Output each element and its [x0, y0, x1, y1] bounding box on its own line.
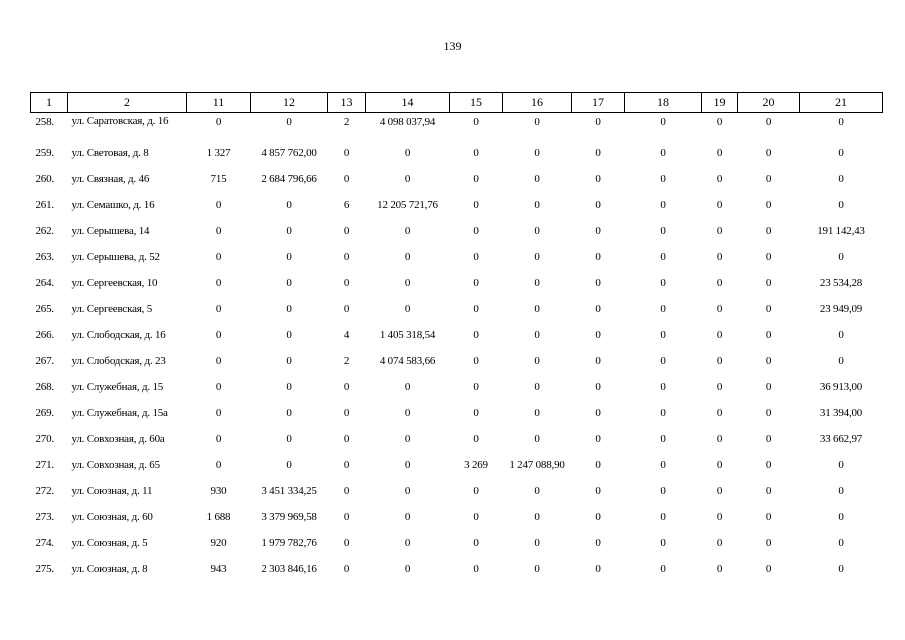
table-cell: 0	[343, 407, 350, 419]
table-cell: 0	[534, 199, 540, 211]
table-cell: 0	[660, 459, 666, 471]
table-cell: 0	[660, 407, 666, 419]
table-cell: 0	[343, 511, 350, 523]
address-cell: ул. Совхозная, д. 60а	[71, 433, 165, 445]
table-cell: 1 327	[206, 147, 231, 159]
table-row	[31, 426, 883, 452]
table-cell: 0	[660, 433, 666, 445]
table-row	[31, 296, 883, 322]
table-cell: 0	[404, 381, 411, 393]
table-cell: 0	[838, 251, 844, 263]
table-cell: 0	[404, 485, 411, 497]
table-cell: 0	[534, 116, 540, 128]
table-cell: 0	[215, 381, 222, 393]
table-cell: 0	[595, 407, 601, 419]
table-row	[31, 140, 883, 166]
table-cell: 2 303 846,16	[261, 563, 317, 575]
table-cell: 0	[286, 303, 292, 315]
table-cell: 23 534,28	[819, 277, 863, 289]
column-header: 16	[503, 93, 572, 113]
table-cell: 4 098 037,94	[379, 116, 436, 128]
table-cell: 0	[534, 433, 540, 445]
table-cell: 0	[765, 511, 772, 523]
table-cell: 0	[595, 199, 601, 211]
column-header: 12	[251, 93, 328, 113]
row-number: 263.	[35, 251, 54, 263]
table-cell: 0	[765, 433, 772, 445]
column-header: 14	[366, 93, 450, 113]
table-cell: 0	[215, 303, 222, 315]
table-cell: 0	[716, 329, 723, 341]
table-cell: 0	[286, 277, 292, 289]
table-cell: 0	[404, 563, 411, 575]
table-cell: 0	[286, 329, 292, 341]
table-cell: 2 684 796,66	[261, 173, 317, 185]
table-cell: 0	[595, 433, 601, 445]
table-cell: 0	[595, 147, 601, 159]
address-cell: ул. Сергеевская, 5	[71, 303, 153, 315]
address-cell: ул. Сергеевская, 10	[71, 277, 158, 289]
table-cell: 4 857 762,00	[261, 147, 317, 159]
table-cell: 0	[534, 277, 540, 289]
row-number: 266.	[35, 329, 54, 341]
table-cell: 0	[595, 251, 601, 263]
row-number: 264.	[35, 277, 54, 289]
table-row	[31, 452, 883, 478]
table-cell: 0	[765, 251, 772, 263]
address-cell: ул. Союзная, д. 11	[71, 485, 153, 497]
table-cell: 0	[473, 329, 479, 341]
table-cell: 0	[473, 511, 479, 523]
table-cell: 1 405 318,54	[379, 329, 436, 341]
column-header: 20	[738, 93, 800, 113]
table-cell: 0	[215, 355, 222, 367]
table-cell: 0	[473, 537, 479, 549]
table-cell: 0	[343, 563, 350, 575]
table-row	[31, 113, 883, 141]
table-cell: 4	[343, 329, 350, 341]
table-cell: 0	[716, 225, 723, 237]
table-cell: 0	[765, 173, 772, 185]
row-number: 272.	[35, 485, 54, 497]
table-row	[31, 192, 883, 218]
table-cell: 0	[595, 225, 601, 237]
column-header: 21	[800, 93, 883, 113]
table-cell: 0	[343, 433, 350, 445]
table-cell: 0	[838, 173, 844, 185]
table-cell: 0	[343, 173, 350, 185]
table-cell: 0	[595, 116, 601, 128]
row-number: 259.	[35, 147, 54, 159]
column-header: 18	[625, 93, 702, 113]
row-number: 265.	[35, 303, 54, 315]
table-cell: 0	[473, 225, 479, 237]
table-cell: 0	[473, 303, 479, 315]
address-cell: ул. Связная, д. 46	[71, 173, 150, 185]
table-cell: 0	[473, 355, 479, 367]
table-cell: 0	[660, 173, 666, 185]
table-row	[31, 322, 883, 348]
table-cell: 0	[534, 355, 540, 367]
table-cell: 0	[660, 277, 666, 289]
table-cell: 0	[343, 251, 350, 263]
table-cell: 0	[534, 251, 540, 263]
table-cell: 0	[404, 459, 411, 471]
column-header: 1	[31, 93, 68, 113]
table-cell: 0	[765, 277, 772, 289]
row-number: 262.	[35, 225, 54, 237]
table-cell: 0	[404, 251, 411, 263]
table-cell: 0	[595, 355, 601, 367]
address-cell: ул. Союзная, д. 8	[71, 563, 148, 575]
table-cell: 0	[595, 173, 601, 185]
table-cell: 0	[838, 199, 844, 211]
table-cell: 0	[473, 147, 479, 159]
row-number: 274.	[35, 537, 54, 549]
column-header: 11	[187, 93, 251, 113]
table-cell: 0	[595, 381, 601, 393]
header-row	[31, 93, 883, 113]
table-cell: 0	[404, 303, 411, 315]
table-cell: 0	[716, 173, 723, 185]
table-cell: 0	[343, 225, 350, 237]
table-cell: 0	[286, 251, 292, 263]
table-cell: 0	[660, 251, 666, 263]
table-cell: 0	[343, 277, 350, 289]
table-cell: 0	[838, 329, 844, 341]
table-cell: 0	[716, 303, 723, 315]
table-cell: 0	[660, 485, 666, 497]
table-cell: 0	[716, 459, 723, 471]
address-cell: ул. Световая, д. 8	[71, 147, 149, 159]
table-cell: 0	[473, 173, 479, 185]
data-table	[30, 92, 883, 582]
table-cell: 0	[660, 303, 666, 315]
column-header: 2	[68, 93, 187, 113]
table-cell: 0	[660, 329, 666, 341]
table-cell: 0	[343, 303, 350, 315]
table-row	[31, 244, 883, 270]
table-cell: 0	[404, 511, 411, 523]
table-row	[31, 166, 883, 192]
column-header: 19	[702, 93, 738, 113]
table-cell: 0	[534, 147, 540, 159]
table-body	[31, 113, 883, 583]
table-cell: 0	[765, 563, 772, 575]
table-cell: 0	[660, 511, 666, 523]
table-cell: 0	[286, 433, 292, 445]
table-row	[31, 478, 883, 504]
table-cell: 0	[534, 173, 540, 185]
table-cell: 0	[215, 277, 222, 289]
table-cell: 0	[286, 116, 292, 128]
row-number: 269.	[35, 407, 54, 419]
table-cell: 1 688	[206, 511, 231, 523]
table-cell: 2	[343, 355, 350, 367]
table-cell: 0	[595, 303, 601, 315]
table-cell: 0	[473, 485, 479, 497]
table-cell: 0	[534, 485, 540, 497]
table-cell: 0	[716, 147, 723, 159]
table-cell: 0	[765, 303, 772, 315]
table-cell: 0	[716, 511, 723, 523]
table-cell: 0	[765, 329, 772, 341]
table-cell: 6	[343, 199, 350, 211]
table-cell: 0	[534, 537, 540, 549]
table-cell: 0	[404, 407, 411, 419]
table-cell: 12 205 721,76	[377, 199, 438, 211]
table-cell: 0	[716, 251, 723, 263]
table-cell: 0	[286, 459, 292, 471]
table-cell: 31 394,00	[819, 407, 863, 419]
table-cell: 0	[404, 147, 411, 159]
column-header: 13	[328, 93, 366, 113]
table-cell: 0	[534, 511, 540, 523]
table-cell: 23 949,09	[819, 303, 863, 315]
page-number: 139	[443, 39, 462, 53]
table-cell: 0	[404, 433, 411, 445]
table-cell: 0	[660, 199, 666, 211]
table-cell: 0	[343, 537, 350, 549]
address-cell: ул. Слободская, д. 23	[71, 355, 166, 367]
table-row	[31, 556, 883, 582]
table-cell: 0	[473, 251, 479, 263]
table-cell: 930	[210, 485, 227, 497]
row-number: 261.	[35, 199, 54, 211]
table-cell: 0	[838, 116, 844, 128]
table-row	[31, 400, 883, 426]
table-cell: 0	[215, 116, 222, 128]
table-cell: 0	[838, 511, 844, 523]
table-cell: 0	[215, 407, 222, 419]
table-cell: 0	[595, 329, 601, 341]
table-cell: 0	[286, 407, 292, 419]
table-cell: 0	[473, 563, 479, 575]
table-cell: 33 662,97	[819, 433, 863, 445]
table-cell: 0	[716, 537, 723, 549]
address-cell: ул. Слободская, д. 16	[71, 329, 166, 341]
table-cell: 0	[404, 173, 411, 185]
table-row	[31, 270, 883, 296]
table-cell: 0	[765, 381, 772, 393]
table-cell: 0	[215, 459, 222, 471]
table-cell: 0	[765, 537, 772, 549]
table-cell: 0	[404, 277, 411, 289]
table-row	[31, 504, 883, 530]
table-cell: 0	[838, 355, 844, 367]
table-cell: 0	[215, 433, 222, 445]
table-cell: 0	[343, 459, 350, 471]
table-cell: 0	[286, 355, 292, 367]
address-cell: ул. Саратовская, д. 16	[71, 115, 169, 127]
table-cell: 0	[404, 537, 411, 549]
address-cell: ул. Серышева, д. 52	[71, 251, 160, 263]
table-cell: 36 913,00	[819, 381, 863, 393]
table-cell: 0	[716, 199, 723, 211]
table-cell: 2	[343, 116, 350, 128]
table-cell: 0	[404, 225, 411, 237]
address-cell: ул. Служебная, д. 15	[71, 381, 164, 393]
table-cell: 0	[660, 116, 666, 128]
column-header: 17	[572, 93, 625, 113]
table-cell: 0	[765, 225, 772, 237]
table-cell: 0	[838, 563, 844, 575]
row-number: 270.	[35, 433, 54, 445]
table-cell: 920	[210, 537, 227, 549]
table-cell: 0	[473, 433, 479, 445]
table-cell: 0	[286, 199, 292, 211]
table-cell: 3 451 334,25	[261, 485, 317, 497]
table-cell: 0	[215, 251, 222, 263]
table-cell: 1 979 782,76	[261, 537, 317, 549]
table-cell: 0	[595, 563, 601, 575]
table-cell: 0	[838, 537, 844, 549]
table-cell: 0	[765, 485, 772, 497]
table-cell: 0	[660, 355, 666, 367]
table-cell: 715	[210, 173, 227, 185]
row-number: 268.	[35, 381, 54, 393]
row-number: 260.	[35, 173, 54, 185]
table-cell: 0	[595, 485, 601, 497]
table-cell: 0	[534, 329, 540, 341]
table-cell: 4 074 583,66	[379, 355, 436, 367]
table-cell: 0	[838, 459, 844, 471]
address-cell: ул. Служебная, д. 15а	[71, 407, 168, 419]
table-cell: 0	[534, 563, 540, 575]
table-cell: 0	[765, 355, 772, 367]
table-cell: 0	[716, 433, 723, 445]
table-cell: 0	[595, 277, 601, 289]
table-cell: 0	[534, 407, 540, 419]
table-cell: 0	[660, 225, 666, 237]
table-cell: 0	[765, 459, 772, 471]
table-cell: 1 247 088,90	[509, 459, 565, 471]
table-cell: 0	[215, 225, 222, 237]
table-cell: 0	[473, 116, 479, 128]
column-header: 15	[450, 93, 503, 113]
table-cell: 0	[343, 381, 350, 393]
address-cell: ул. Союзная, д. 5	[71, 537, 148, 549]
table-cell: 0	[215, 199, 222, 211]
table-cell: 0	[660, 381, 666, 393]
table-row	[31, 348, 883, 374]
table-cell: 0	[660, 563, 666, 575]
table-cell: 943	[210, 563, 227, 575]
table-cell: 0	[660, 147, 666, 159]
table-cell: 0	[838, 485, 844, 497]
table-cell: 0	[343, 485, 350, 497]
table-cell: 0	[716, 355, 723, 367]
table-cell: 0	[716, 277, 723, 289]
table-cell: 0	[473, 199, 479, 211]
table-cell: 0	[716, 407, 723, 419]
table-cell: 0	[215, 329, 222, 341]
table-cell: 0	[595, 459, 601, 471]
table-cell: 0	[716, 116, 723, 128]
table-cell: 0	[765, 147, 772, 159]
table-cell: 0	[660, 537, 666, 549]
table-cell: 0	[595, 537, 601, 549]
table-cell: 3 379 969,58	[261, 511, 317, 523]
row-number: 258.	[35, 116, 54, 128]
table-cell: 0	[343, 147, 350, 159]
table-cell: 0	[473, 407, 479, 419]
table-cell: 0	[473, 277, 479, 289]
table-cell: 0	[534, 381, 540, 393]
row-number: 271.	[35, 459, 54, 471]
table-cell: 0	[595, 511, 601, 523]
table-row	[31, 530, 883, 556]
table-cell: 191 142,43	[817, 225, 865, 237]
table-cell: 0	[716, 563, 723, 575]
table-cell: 0	[286, 381, 292, 393]
address-cell: ул. Семашко, д. 16	[71, 199, 155, 211]
table-cell: 3 269	[464, 459, 488, 471]
row-number: 275.	[35, 563, 54, 575]
table-cell: 0	[534, 303, 540, 315]
address-cell: ул. Серышева, 14	[71, 225, 150, 237]
table-cell: 0	[838, 147, 844, 159]
table-row	[31, 374, 883, 400]
table-cell: 0	[716, 381, 723, 393]
table-cell: 0	[286, 225, 292, 237]
table-cell: 0	[716, 485, 723, 497]
table-cell: 0	[534, 225, 540, 237]
row-number: 273.	[35, 511, 54, 523]
table-cell: 0	[765, 116, 772, 128]
table-row	[31, 218, 883, 244]
row-number: 267.	[35, 355, 54, 367]
table-cell: 0	[765, 199, 772, 211]
address-cell: ул. Союзная, д. 60	[71, 511, 153, 523]
address-cell: ул. Совхозная, д. 65	[71, 459, 160, 471]
table-cell: 0	[765, 407, 772, 419]
table-cell: 0	[473, 381, 479, 393]
